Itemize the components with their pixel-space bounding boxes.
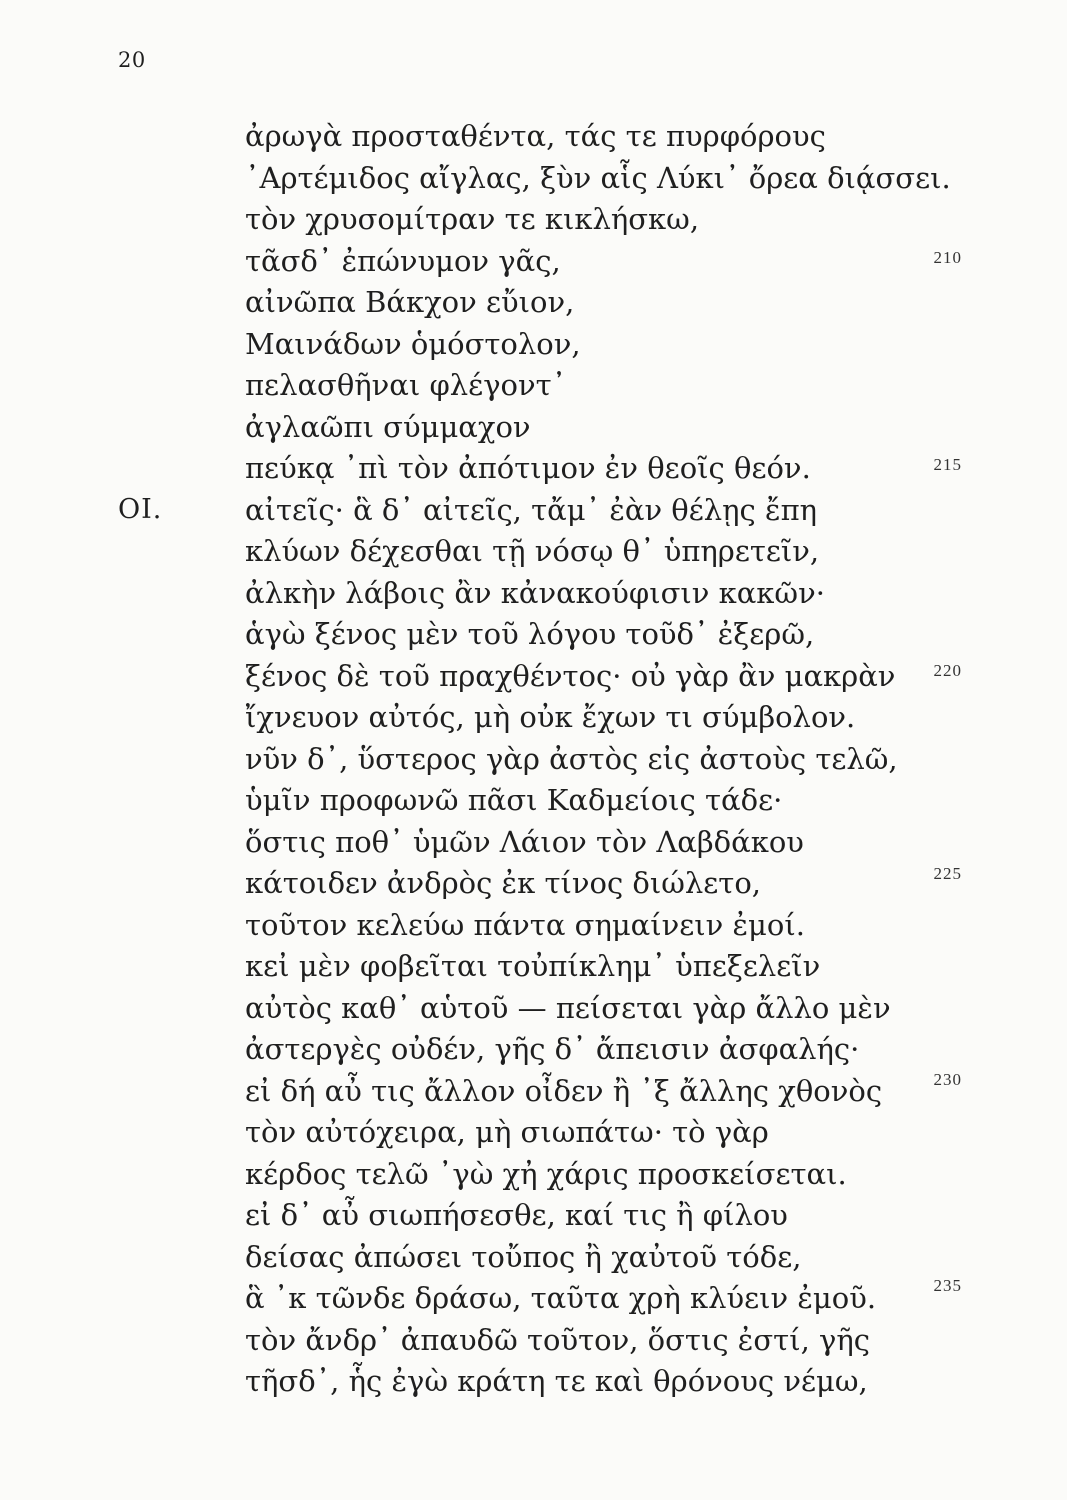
verse-line: ἀγλαῶπι σύμμαχον (245, 409, 531, 444)
verse-line: ᾿Αρτέμιδος αἴγλας, ξὺν αἷς Λύκι᾿ ὄρεα διᾴσσει. (245, 160, 951, 195)
line-number: 215 (933, 455, 962, 474)
verse-line: τοῦτον κελεύω πάντα σημαίνειν ἐμοί. (245, 907, 805, 942)
line-number: 225 (933, 864, 962, 883)
verse-line: εἰ δή αὖ τις ἄλλον οἶδεν ἢ ᾿ξ ἄλλης χθονὸς (245, 1073, 883, 1108)
verse-line: κάτοιδεν ἀνδρὸς ἐκ τίνος διώλετο, (245, 866, 762, 900)
verse-line: κέρδος τελῶ ᾿γὼ χἠ χάρις προσκείσεται. (245, 1156, 847, 1191)
line-number: 210 (933, 248, 962, 267)
verse-line: κλύων δέχεσθαι τῇ νόσῳ θ᾿ ὑπηρετεῖν, (245, 534, 820, 568)
verse-line: τῆσδ᾿, ἧς ἐγὼ κράτη τε καὶ θρόνους νέμω, (245, 1364, 868, 1398)
verse-line: ὑμῖν προφωνῶ πᾶσι Καδμείοις τάδε· (245, 783, 783, 817)
verse-line: κεἰ μὲν φοβεῖται τοὐπίκλημ᾿ ὑπεξελεῖν (245, 949, 821, 983)
page-number: 20 (118, 48, 146, 72)
verse-line: τᾶσδ᾿ ἐπώνυμον γᾶς, (245, 243, 561, 278)
verse-line: ἀστεργὲς οὐδέν, γῆς δ᾿ ἄπεισιν ἀσφαλής· (245, 1032, 860, 1066)
verse-line: Μαινάδων ὁμόστολον, (245, 326, 581, 361)
line-number: 220 (933, 661, 962, 680)
verse-line: πελασθῆναι φλέγοντ᾿ (245, 368, 567, 402)
verse-line: αἰνῶπα Βάκχον εὔιον, (245, 285, 575, 319)
verse-line: αὐτὸς καθ᾿ αὑτοῦ — πείσεται γὰρ ἄλλο μὲν (245, 990, 891, 1025)
verse-line: ἀλκὴν λάβοις ἂν κἀνακούφισιν κακῶν· (245, 575, 825, 610)
verse-line: τὸν χρυσομίτραν τε κικλήσκω, (245, 202, 700, 236)
line-number: 235 (933, 1276, 962, 1295)
verse-line: ἃ ᾿κ τῶνδε δράσω, ταῦτα χρὴ κλύειν ἐμοῦ. (245, 1281, 877, 1315)
verse-line: ξένος δὲ τοῦ πραχθέντος· οὐ γὰρ ἂν μακρὰν (245, 658, 896, 693)
verse-line: αἰτεῖς· ἃ δ᾿ αἰτεῖς, τἄμ᾿ ἐὰν θέλῃς ἔπη (245, 492, 817, 527)
verse-line: νῦν δ᾿, ὕστερος γὰρ ἀστὸς εἰς ἀστοὺς τελῶ, (245, 741, 898, 776)
verse-line: ἀρωγὰ προσταθέντα, τάς τε πυρφόρους (245, 119, 826, 153)
verse-line: εἰ δ᾿ αὖ σιωπήσεσθε, καί τις ἢ φίλου (245, 1198, 788, 1232)
verse-line: ἁγὼ ξένος μὲν τοῦ λόγου τοῦδ᾿ ἐξερῶ, (245, 617, 815, 651)
verse-line: δείσας ἀπώσει τοὔπος ἢ χαὐτοῦ τόδε, (245, 1239, 802, 1274)
verse-line: τὸν αὐτόχειρα, μὴ σιωπάτω· τὸ γὰρ (245, 1115, 769, 1149)
line-number: 230 (933, 1070, 962, 1089)
speaker-label: ΟΙ. (118, 494, 163, 525)
verse-line: ὅστις ποθ᾿ ὑμῶν Λάιον τὸν Λαβδάκου (245, 824, 804, 859)
verse-line: πεύκᾳ ᾿πὶ τὸν ἀπότιμον ἐν θεοῖς θεόν. (245, 451, 811, 485)
verse-line: τὸν ἄνδρ᾿ ἀπαυδῶ τοῦτον, ὅστις ἐστί, γῆς (245, 1322, 870, 1357)
verse-line: ἴχνευον αὐτός, μὴ οὐκ ἔχων τι σύμβολον. (245, 700, 856, 734)
